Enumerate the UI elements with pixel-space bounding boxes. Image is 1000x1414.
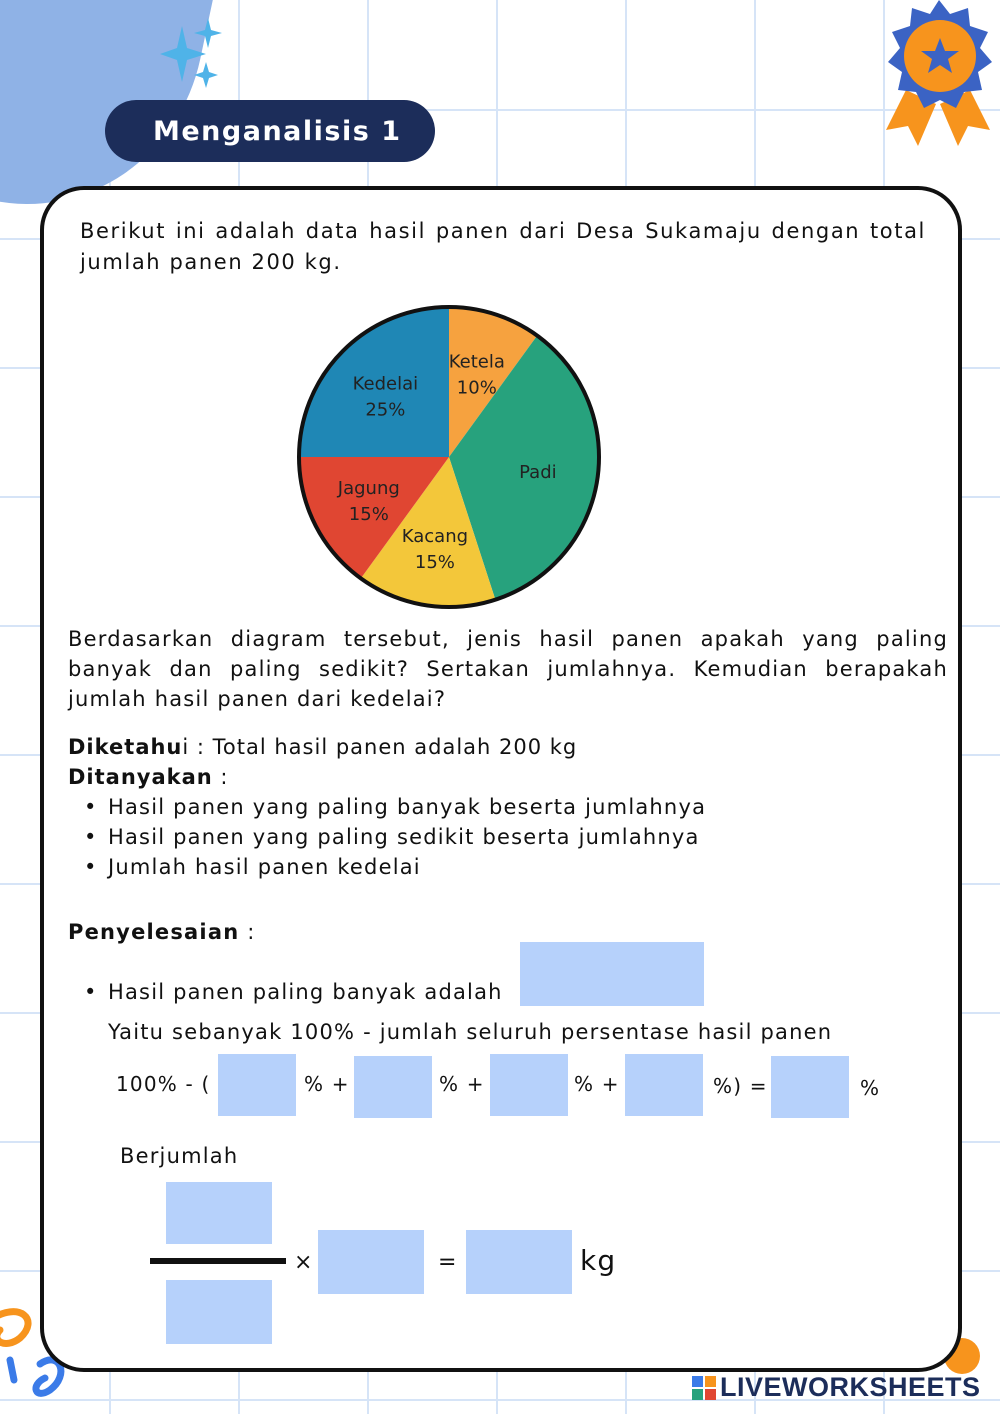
equation-start: 100% - ( [116, 1072, 211, 1096]
intro-paragraph [80, 216, 926, 278]
pct-sign: % [860, 1076, 881, 1100]
pct-plus-2: % + [439, 1072, 485, 1096]
liveworksheets-logo-icon [692, 1376, 716, 1400]
question-paragraph [68, 624, 948, 714]
fraction-bar [150, 1258, 286, 1264]
close-paren-equals: %) = [713, 1074, 768, 1098]
question-line-1: Berdasarkan diagram tersebut, jenis hasil panen apakah yang paling [68, 627, 948, 651]
liveworksheets-logo-text: LIVEWORKSHEETS [720, 1372, 981, 1402]
answer-box-denominator[interactable] [166, 1280, 272, 1344]
times-sign: × [294, 1250, 314, 1275]
answer-box-pct-2[interactable] [354, 1056, 432, 1118]
answer-box-most-harvest[interactable] [520, 942, 704, 1006]
sparkle-icon [160, 16, 230, 96]
asked-label: Ditanyakan [68, 765, 213, 789]
answer-box-numerator[interactable] [166, 1182, 272, 1244]
pie-label-padi: Padi [519, 462, 557, 484]
pie-chart [294, 302, 604, 612]
answer-box-pct-result[interactable] [771, 1056, 849, 1118]
answer-box-pct-3[interactable] [490, 1054, 568, 1116]
asked-list [108, 792, 706, 882]
solution-heading [68, 920, 256, 944]
answer-box-pct-1[interactable] [218, 1054, 296, 1116]
answer-box-multiplier[interactable] [318, 1230, 424, 1294]
award-ribbon-icon [878, 0, 1000, 160]
solution-item-1: • Hasil panen paling banyak adalah [108, 980, 503, 1004]
asked-item: • Hasil panen yang paling banyak beserta jumlahnya [108, 792, 706, 822]
pie-label-jagung: Jagung [337, 477, 400, 499]
pie-value-kacang: 15% [414, 551, 455, 573]
pct-plus-3: % + [574, 1072, 620, 1096]
asked-item: • Jumlah hasil panen kedelai [108, 852, 706, 882]
answer-box-kg-result[interactable] [466, 1230, 572, 1294]
pie-label-ketela: Ketela [448, 351, 505, 373]
pie-value-ketela: 10% [456, 377, 497, 399]
page-title: Menganalisis 1 [105, 100, 435, 162]
known-text: i : Total hasil panen adalah 200 kg [182, 735, 578, 759]
pie-label-kedelai: Kedelai [352, 373, 419, 395]
known-label: Diketahu [68, 735, 183, 759]
known-section [68, 732, 577, 792]
kg-unit: kg [580, 1244, 617, 1277]
berjumlah-label: Berjumlah [120, 1144, 239, 1168]
pie-value-kedelai: 25% [365, 399, 406, 421]
equals-sign: = [438, 1250, 458, 1275]
pct-plus-1: % + [304, 1072, 350, 1096]
answer-box-pct-4[interactable] [625, 1054, 703, 1116]
solution-note: Yaitu sebanyak 100% - jumlah seluruh persentase hasil panen [108, 1020, 833, 1044]
pie-label-kacang: Kacang [401, 525, 469, 547]
worksheet-card [40, 186, 962, 1372]
solution-label: Penyelesaian [68, 920, 240, 944]
intro-line-2: jumlah panen 200 kg. [80, 250, 342, 274]
solution-suffix: : [239, 920, 256, 944]
question-line-2: banyak dan paling sedikit? Sertakan jumlahnya. Kemudian berapakah [68, 657, 948, 681]
asked-suffix: : [212, 765, 229, 789]
liveworksheets-logo[interactable] [692, 1372, 981, 1403]
pie-value-jagung: 15% [348, 503, 389, 525]
intro-line-1: Berikut ini adalah data hasil panen dari Desa Sukamaju dengan total [80, 219, 926, 243]
question-line-3: jumlah hasil panen dari kedelai? [68, 687, 447, 711]
asked-item: • Hasil panen yang paling sedikit beserta jumlahnya [108, 822, 706, 852]
